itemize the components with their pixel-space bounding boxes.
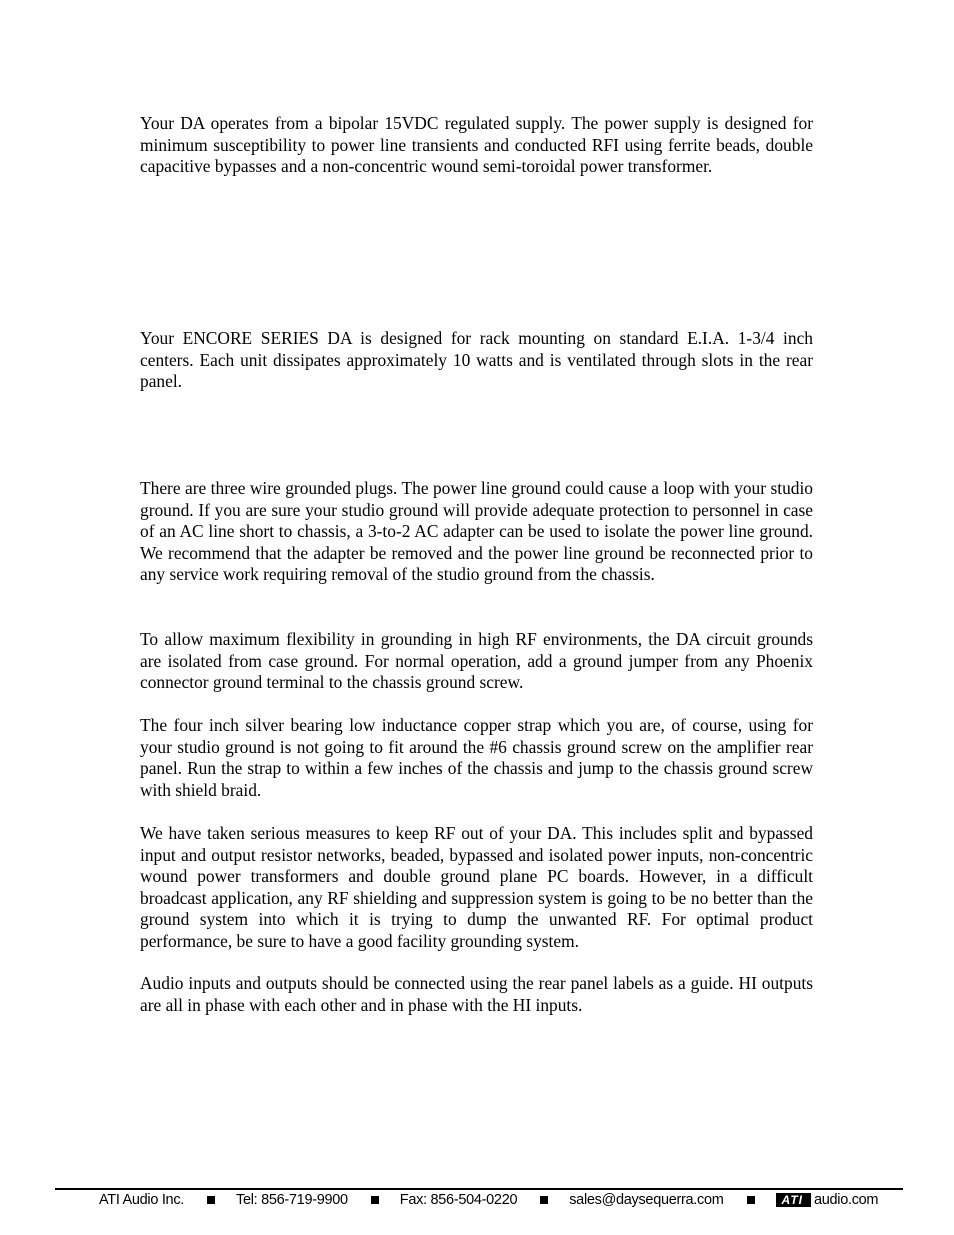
- black-square-icon: [371, 1196, 379, 1204]
- footer-company: ATI Audio Inc.: [99, 1192, 184, 1208]
- power-supply-paragraph: Your DA operates from a bipolar 15VDC regulated supply. The power supply is designed for minimum susceptibility to power line transients and conducted RFI using ferrite beads, double capacitive bypasses and a non-concentric wound semi-toroidal power transformer.: [140, 113, 813, 177]
- grounded-plugs-paragraph: There are three wire grounded plugs. The power line ground could cause a loop with your studio ground. If you are sure your studio ground will provide adequate protection to personnel in case of an AC line short to chassis, a 3-to-2 AC adapter can be used to isolate the power line ground. We recommend that the adapter be removed and the power line ground be reconnected prior to any service work requiring removal of the studio ground from the chassis.: [140, 478, 813, 585]
- footer-telephone: Tel: 856-719-9900: [236, 1192, 348, 1208]
- audio-connections-paragraph: Audio inputs and outputs should be connected using the rear panel labels as a guide. HI outputs are all in phase with each other and in phase with the HI inputs.: [140, 973, 813, 1015]
- ati-logo: ATI: [776, 1193, 811, 1207]
- footer-website-suffix: audio.com: [814, 1192, 879, 1208]
- black-square-icon: [207, 1196, 215, 1204]
- rf-measures-paragraph: We have taken serious measures to keep RF out of your DA. This includes split and bypassed input and output resistor networks, beaded, bypassed and isolated power inputs, non-concentric wound power transformers and double ground plane PC boards. However, in a difficult broadcast application, any RF shielding and suppression system is going to be no better than the ground system into which it is trying to dump the unwanted RF. For optimal product performance, be sure to have a good facility grounding system.: [140, 823, 813, 951]
- page-footer: [99, 1190, 878, 1210]
- copper-strap-paragraph: The four inch silver bearing low inductance copper strap which you are, of course, using for your studio ground is not going to fit around the #6 chassis ground screw on the amplifier rear panel. Run the strap to within a few inches of the chassis and jump to the chassis ground screw with shield braid.: [140, 715, 813, 800]
- footer-fax: Fax: 856-504-0220: [399, 1192, 518, 1208]
- black-square-icon: [747, 1196, 755, 1204]
- footer-email-link[interactable]: sales@daysequerra.com: [569, 1192, 724, 1208]
- black-square-icon: [540, 1196, 548, 1204]
- rack-mounting-paragraph: Your ENCORE SERIES DA is designed for rack mounting on standard E.I.A. 1-3/4 inch centers. Each unit dissipates approximately 10 watts and is ventilated through slots in the rear panel.: [140, 328, 813, 392]
- footer-website-link[interactable]: [776, 1192, 879, 1208]
- circuit-grounds-paragraph: To allow maximum flexibility in grounding in high RF environments, the DA circuit grounds are isolated from case ground. For normal operation, add a ground jumper from any Phoenix connector ground terminal to the chassis ground screw.: [140, 629, 813, 693]
